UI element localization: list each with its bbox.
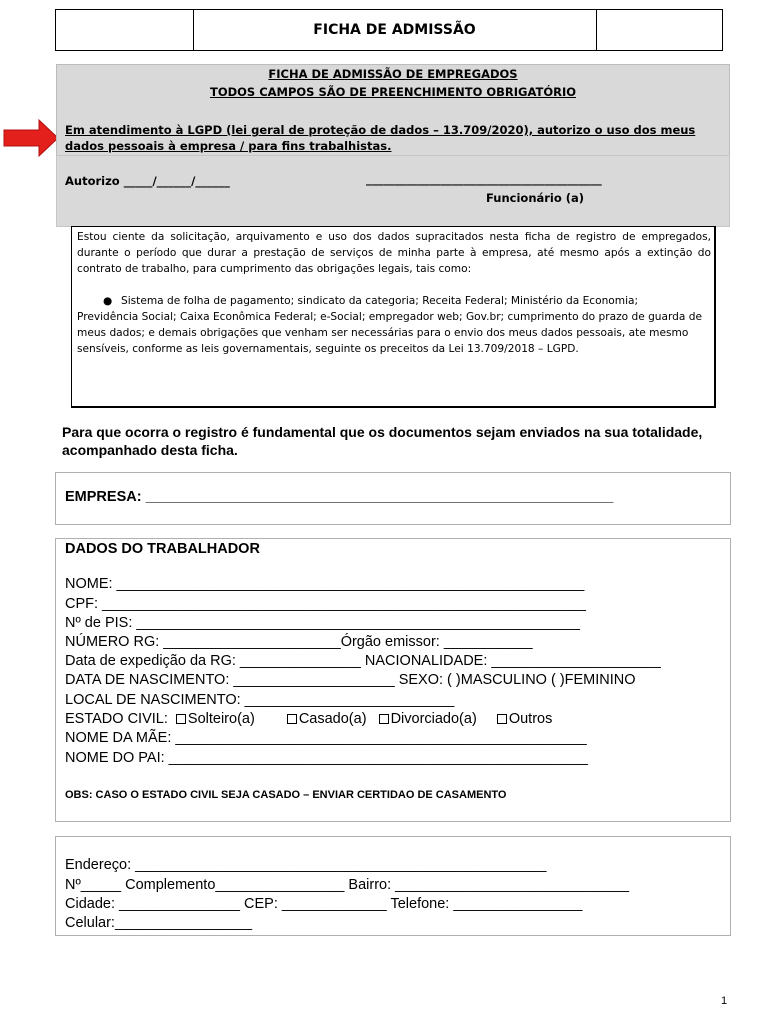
notice-subtitle: TODOS CAMPOS SÃO DE PREENCHIMENTO OBRIGATÓRIO [209,85,577,99]
employee-signature-field[interactable]: _________________________________________ [366,172,602,186]
lgpd-consent-line-2: dados pessoais à empresa / para fins trabalhistas. [65,139,392,153]
autorizo-date-field[interactable]: Autorizo _____/______/______ [65,174,230,188]
title-table [55,9,723,51]
option-solteiro: Solteiro(a) [187,711,255,727]
page-title: FICHA DE ADMISSÃO [193,10,597,50]
option-casado: Casado(a) [298,711,367,727]
estado-civil-row [65,711,552,727]
celular-field[interactable]: Celular:_________________ [65,915,253,931]
authorization-box [56,155,730,227]
local-nascimento-field[interactable]: LOCAL DE NASCIMENTO: __________________________ [65,692,455,708]
cpf-field[interactable]: CPF: ____________________________________________________________ [65,596,586,612]
cidade-cep-telefone-field[interactable]: Cidade: _______________ CEP: _____________ Telefone: ________________ [65,896,583,912]
pis-field[interactable]: Nº de PIS: _______________________________________________________ [65,615,580,631]
trabalhador-heading: DADOS DO TRABALHADOR [65,541,260,557]
option-outros: Outros [508,711,553,727]
consent-bullet-item [77,293,711,309]
checkbox-casado[interactable] [287,714,297,724]
nascimento-field[interactable]: DATA DE NASCIMENTO: ____________________ SEXO: ( )MASCULINO ( )FEMININO [65,672,636,688]
estado-civil-label: ESTADO CIVIL: [65,711,168,727]
rg-field[interactable]: NÚMERO RG: ______________________Órgão emissor: ___________ [65,634,533,650]
checkbox-outros[interactable] [497,714,507,724]
numero-complemento-bairro-field[interactable]: Nº_____ Complemento________________ Bairro: _____________________________ [65,877,630,893]
obs-note: OBS: CASO O ESTADO CIVIL SEJA CASADO – ENVIAR CERTIDAO DE CASAMENTO [65,789,507,801]
consent-bullet-line-1: Sistema de folha de pagamento; sindicato da categoria; Receita Federal; Ministério da Economia; [121,295,639,307]
lgpd-consent-line-1: Em atendimento à LGPD (lei geral de proteção de dados – 13.709/2020), autorizo o uso dos meus [65,123,696,137]
title-table-left-cell [56,10,194,50]
empresa-field[interactable]: EMPRESA: __________________________________________________________ [65,489,614,505]
checkbox-solteiro[interactable] [176,714,186,724]
page-number: 1 [721,995,728,1007]
red-arrow-icon [3,118,59,158]
bullet-icon: ● [103,295,113,307]
consent-paragraph: Estou ciente da solicitação, arquivamento e uso dos dados supracitados nesta ficha de registro de empregados, durante o período que durar a prestação de serviços de minha parte à empresa, até mesmo após a extinção do contrato de trabalho, para cumprimento das obrigações legais, tais como: [77,231,711,275]
nome-mae-field[interactable]: NOME DA MÃE: ___________________________________________________ [65,730,587,746]
consent-bullet-continuation: Previdência Social; Caixa Econômica Federal; e-Social; empregador web; Gov.br; cumprimento do prazo de guarda de meus dados; e demais obrigações que venham ser necessárias para o envio dos meus dados pessoais, ate mesmo sensíveis, conforme as leis governamentais, seguinte os preceitos da Lei 13.709/2018 – LGPD. [77,311,703,355]
endereco-field[interactable]: Endereço: ___________________________________________________ [65,857,547,873]
nome-field[interactable]: NOME: __________________________________________________________ [65,576,585,592]
intro-instruction: Para que ocorra o registro é fundamental que os documentos sejam enviados na sua totalidade, acompanhado desta ficha. [62,424,703,458]
option-divorciado: Divorciado(a) [390,711,477,727]
expedicao-field[interactable]: Data de expedição da RG: _______________ NACIONALIDADE: _____________________ [65,653,661,669]
checkbox-divorciado[interactable] [379,714,389,724]
funcionario-label: Funcionário (a) [486,191,585,205]
nome-pai-field[interactable]: NOME DO PAI: ____________________________________________________ [65,750,588,766]
notice-title: FICHA DE ADMISSÃO DE EMPREGADOS [268,67,518,81]
